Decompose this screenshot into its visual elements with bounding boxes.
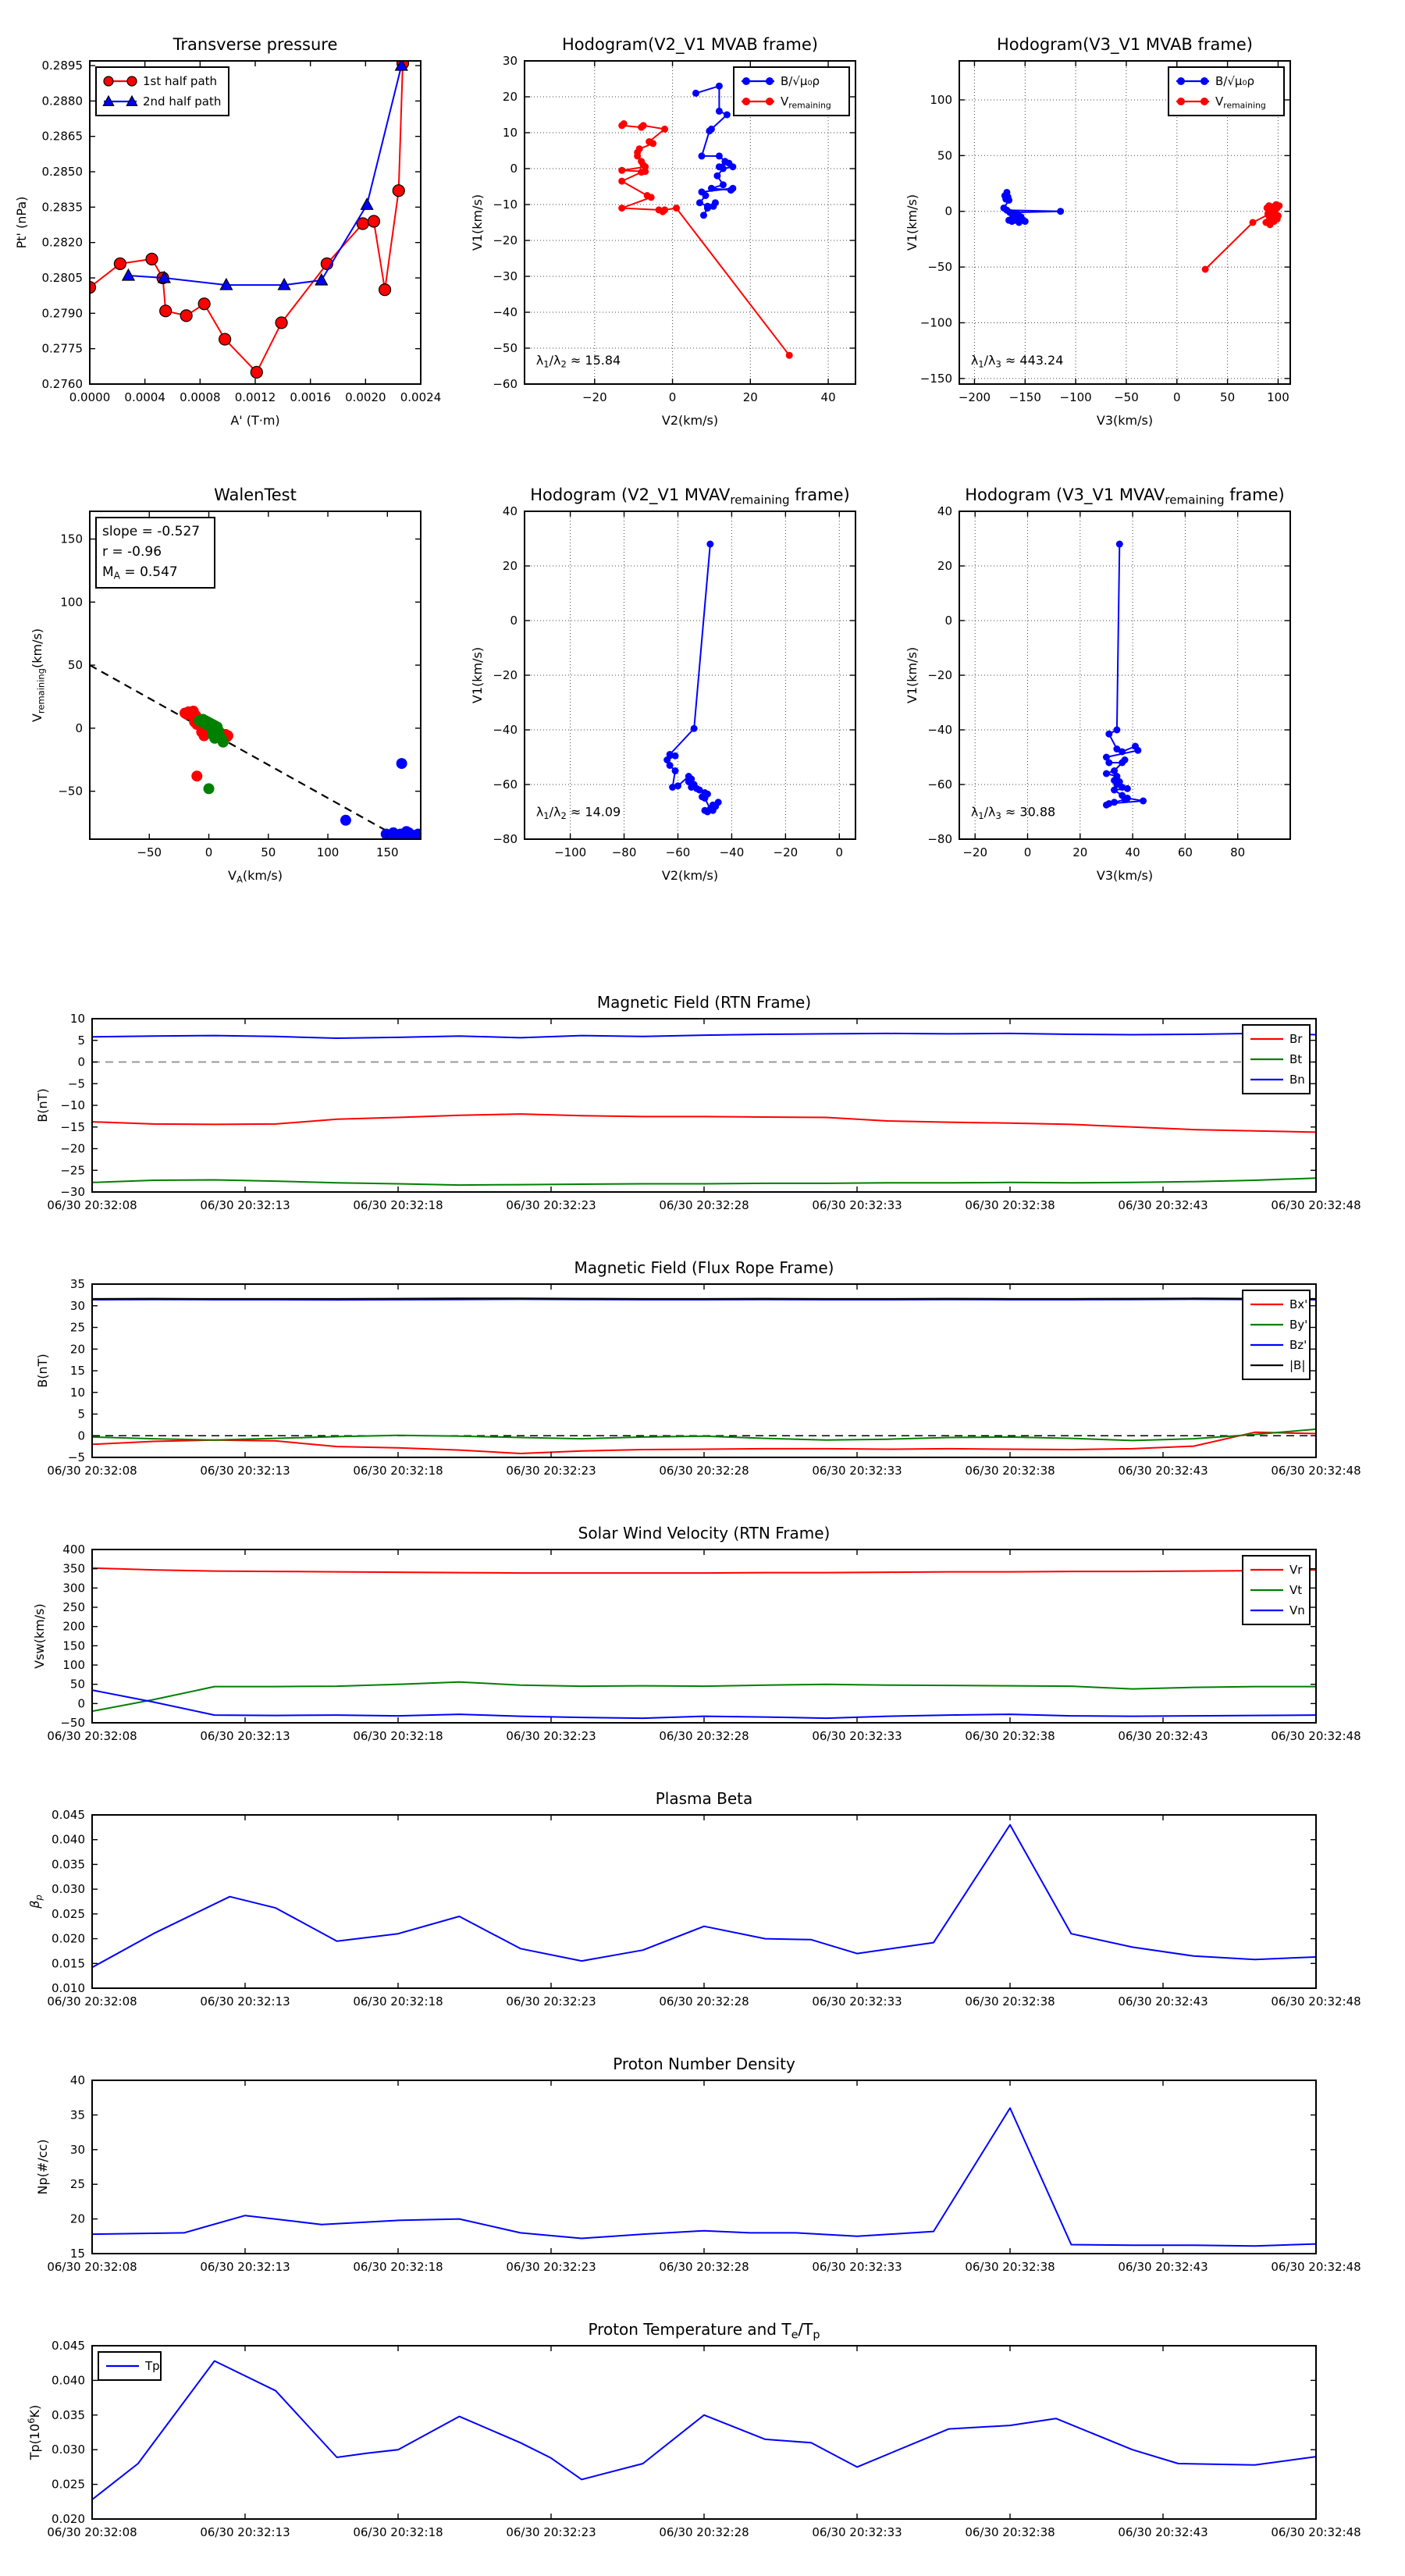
y-tick-label: 5: [77, 1033, 85, 1048]
y-tick-label: 0.2760: [41, 377, 83, 391]
chart-transverse-pressure: [14, 35, 441, 428]
x-tick-label: 50: [261, 845, 276, 859]
y-tick-label: 30: [502, 54, 518, 68]
legend-label: By': [1289, 1318, 1308, 1332]
annotation: $\lambda_1/\lambda_2 \approx 14.09$: [535, 804, 621, 822]
x-tick-label: 06/30 20:32:43: [1118, 1198, 1208, 1212]
y-tick-label: −30: [60, 1185, 85, 1199]
x-tick-label: 06/30 20:32:23: [506, 1994, 596, 2008]
chart-title: Hodogram(V2_V1 MVAB frame): [562, 35, 818, 54]
y-tick-label: 0.020: [52, 2512, 85, 2526]
y-tick-label: 0.020: [52, 1931, 85, 1946]
y-tick-label: 100: [62, 1658, 85, 1672]
axes-frame: [92, 1284, 1316, 1457]
y-tick-label: −150: [919, 371, 952, 386]
x-tick-label: 06/30 20:32:28: [659, 2525, 749, 2539]
series-By': [92, 1429, 1316, 1441]
x-tick-label: 06/30 20:32:43: [1118, 1464, 1208, 1478]
y-axis-label: B(nT): [35, 1354, 50, 1388]
chart-title: Hodogram (V2_V1 $MVAV_{remaining}$ frame): [530, 486, 850, 507]
x-tick-label: 0.0024: [400, 390, 442, 404]
y-tick-label: −60: [493, 777, 518, 792]
y-tick-label: −50: [927, 260, 952, 275]
x-tick-label: 06/30 20:32:23: [506, 2260, 596, 2274]
x-tick-label: −20: [582, 390, 607, 404]
chart-title: WalenTest: [214, 486, 297, 504]
y-tick-label: −20: [60, 1141, 85, 1156]
series-Bt: [92, 1178, 1316, 1185]
x-tick-label: 06/30 20:32:18: [353, 1994, 443, 2008]
x-tick-label: 06/30 20:32:33: [812, 1198, 902, 1212]
series-V_remaining: [1202, 201, 1283, 273]
y-tick-label: −5: [67, 1450, 85, 1464]
y-tick-label: 150: [62, 1638, 85, 1653]
x-tick-label: −100: [1059, 390, 1092, 404]
series-Bn: [92, 1034, 1316, 1038]
y-axis-label: Np(#/cc): [35, 2139, 50, 2195]
x-tick-label: 0.0012: [234, 390, 276, 404]
x-tick-label: 0.0004: [124, 390, 165, 404]
y-tick-label: 0.040: [52, 1832, 85, 1847]
axes-frame: [92, 1550, 1316, 1723]
y-axis-label: Pt' (nPa): [14, 196, 29, 249]
axes-frame: [92, 1815, 1316, 1988]
chart-hodogram-v3v1-mvab: [905, 35, 1290, 428]
legend: [96, 67, 229, 116]
legend-label: 1st half path: [143, 74, 218, 88]
legend-label: Bn: [1289, 1073, 1305, 1087]
y-tick-label: 10: [69, 1385, 85, 1400]
y-tick-label: 0: [77, 1696, 85, 1711]
y-tick-label: 0.030: [52, 1882, 85, 1897]
chart-title: Hodogram(V3_V1 MVAB frame): [997, 35, 1253, 54]
y-axis-label: V1(km/s): [905, 646, 919, 704]
chart-hodogram-v2v1-mvav: [470, 486, 855, 883]
y-tick-label: 0.025: [52, 2477, 85, 2492]
plot-area: [663, 541, 721, 816]
x-tick-label: 06/30 20:32:08: [47, 1464, 137, 1478]
y-tick-label: 0.015: [52, 1956, 85, 1971]
y-tick-label: 0.2895: [41, 59, 83, 73]
x-tick-label: 06/30 20:32:23: [506, 1464, 596, 1478]
x-tick-label: 06/30 20:32:43: [1118, 1994, 1208, 2008]
y-tick-label: −40: [927, 723, 952, 737]
y-tick-label: −20: [493, 668, 518, 682]
series-walen-blue: [340, 758, 426, 845]
series-beta-p: [92, 1825, 1316, 1968]
legend: [1168, 67, 1284, 116]
legend: [98, 2352, 161, 2380]
axes-frame: [92, 2080, 1316, 2254]
x-tick-label: −60: [665, 845, 691, 859]
x-tick-label: 100: [1267, 390, 1289, 404]
x-tick-label: 06/30 20:32:08: [47, 1729, 137, 1743]
series-Vr: [92, 1568, 1316, 1573]
x-tick-label: 06/30 20:32:43: [1118, 1729, 1208, 1743]
legend-label: Bt: [1289, 1052, 1303, 1066]
x-tick-label: 06/30 20:32:43: [1118, 2525, 1208, 2539]
x-tick-label: 06/30 20:32:38: [965, 1994, 1055, 2008]
y-tick-label: 0.2790: [41, 306, 83, 321]
x-tick-label: 0: [835, 845, 844, 859]
x-tick-label: 0: [1173, 390, 1181, 404]
y-tick-label: −100: [919, 315, 952, 330]
y-tick-label: 100: [930, 92, 952, 107]
x-tick-label: 06/30 20:32:23: [506, 1729, 596, 1743]
y-tick-label: 0.2775: [41, 341, 83, 356]
legend-label: Vn: [1289, 1603, 1305, 1617]
plot-area: [618, 83, 792, 359]
y-tick-label: 15: [69, 2247, 85, 2261]
chart-proton-number-density: [35, 2055, 1361, 2274]
x-tick-label: 60: [1177, 845, 1193, 859]
legend-label: B/√μ₀ρ: [1215, 74, 1254, 88]
series-Vn: [92, 1690, 1316, 1718]
chart-title: Solar Wind Velocity (RTN Frame): [578, 1524, 831, 1542]
x-tick-label: 06/30 20:32:43: [1118, 2260, 1208, 2274]
plot-area: [1001, 189, 1283, 273]
x-tick-label: −200: [958, 390, 991, 404]
y-tick-label: 0: [75, 720, 83, 735]
x-tick-label: 0: [205, 845, 213, 859]
y-axis-label: $\beta_p$: [27, 1895, 44, 1909]
y-tick-label: 0.035: [52, 1857, 85, 1872]
x-tick-label: 06/30 20:32:13: [200, 2260, 290, 2274]
y-tick-label: 250: [62, 1600, 85, 1614]
annotation: $\lambda_1/\lambda_3 \approx 443.24$: [970, 353, 1064, 370]
plot-area: [92, 1298, 1316, 1453]
x-tick-label: 06/30 20:32:13: [200, 2525, 290, 2539]
plot-area: [92, 2361, 1316, 2500]
x-tick-label: 06/30 20:32:28: [659, 1994, 749, 2008]
x-tick-label: 40: [1125, 845, 1140, 859]
chart-title: Plasma Beta: [655, 1789, 753, 1808]
y-tick-label: −10: [493, 197, 518, 212]
y-tick-label: −20: [927, 668, 952, 682]
y-axis-label: $V_{remaining}(km/s)$: [30, 628, 47, 723]
y-tick-label: 0.045: [52, 1808, 85, 1822]
series-walen-green: [194, 714, 229, 795]
legend-label: Br: [1289, 1032, 1303, 1046]
y-tick-label: 20: [69, 1342, 85, 1357]
x-tick-label: −80: [611, 845, 637, 859]
y-tick-label: −60: [927, 777, 952, 792]
legend: [1243, 1290, 1310, 1379]
legend-label: Bz': [1289, 1338, 1307, 1352]
y-tick-label: 40: [937, 504, 952, 518]
chart-title: Transverse pressure: [173, 35, 338, 54]
chart-title: Magnetic Field (Flux Rope Frame): [574, 1258, 834, 1277]
x-tick-label: 06/30 20:32:28: [659, 2260, 749, 2274]
x-tick-label: 06/30 20:32:13: [200, 1464, 290, 1478]
x-tick-label: 06/30 20:32:48: [1271, 1464, 1361, 1478]
x-tick-label: −20: [962, 845, 988, 859]
y-tick-label: 0.2850: [41, 165, 83, 180]
y-tick-label: 0: [944, 204, 952, 219]
series-Tp: [92, 2361, 1316, 2500]
y-tick-label: 0.040: [52, 2373, 85, 2388]
x-tick-label: 0.0008: [180, 390, 221, 404]
x-tick-label: 06/30 20:32:28: [659, 1729, 749, 1743]
y-tick-label: −80: [493, 832, 518, 846]
legend-label: Bx': [1289, 1297, 1308, 1311]
y-tick-label: 0: [510, 614, 518, 628]
x-tick-label: 06/30 20:32:48: [1271, 1729, 1361, 1743]
annotation: $\lambda_1/\lambda_2 \approx 15.84$: [535, 353, 621, 370]
legend-label: Vr: [1289, 1563, 1303, 1577]
plot-area: [1103, 541, 1147, 809]
legend: [1243, 1025, 1310, 1094]
y-tick-label: 35: [69, 1277, 85, 1291]
y-axis-label: B(nT): [35, 1088, 50, 1123]
chart-hodogram-v3v1-mvav: [905, 486, 1290, 883]
x-tick-label: 06/30 20:32:13: [200, 1198, 290, 1212]
series-Br: [92, 1114, 1316, 1132]
y-tick-label: −25: [60, 1163, 85, 1178]
y-tick-label: 0.035: [52, 2407, 85, 2422]
x-tick-label: 06/30 20:32:23: [506, 1198, 596, 1212]
y-tick-label: 0: [510, 162, 518, 176]
y-tick-label: −80: [927, 832, 952, 846]
x-axis-label: A' (T·m): [230, 413, 280, 428]
y-tick-label: 20: [69, 2211, 85, 2226]
y-tick-label: 30: [69, 2142, 85, 2157]
x-tick-label: 06/30 20:32:38: [965, 2260, 1055, 2274]
x-axis-label: V2(km/s): [661, 868, 719, 883]
y-tick-label: 0.030: [52, 2443, 85, 2457]
x-tick-label: 06/30 20:32:08: [47, 2525, 137, 2539]
y-tick-label: 400: [62, 1542, 85, 1557]
y-tick-label: 0.2805: [41, 271, 83, 286]
y-tick-label: −10: [60, 1098, 85, 1112]
x-tick-label: −40: [719, 845, 745, 859]
legend-label: $V_{remaining}$: [781, 94, 831, 111]
y-tick-label: −40: [493, 723, 518, 737]
series-B/√μ₀ρ: [1001, 189, 1065, 226]
legend-label: Tp: [145, 2359, 160, 2373]
y-tick-label: 25: [69, 2177, 85, 2192]
series-Np: [92, 2108, 1316, 2247]
legend-label: B/√μ₀ρ: [781, 74, 820, 88]
x-tick-label: 40: [820, 390, 836, 404]
plot-area: [92, 2108, 1316, 2247]
x-axis-label: V2(km/s): [661, 413, 719, 428]
series-B/√μ₀ρ: [663, 541, 721, 816]
y-tick-label: −50: [493, 341, 518, 355]
info-box: [96, 518, 215, 588]
y-tick-label: 35: [69, 2108, 85, 2122]
series-B/√μ₀ρ: [1103, 541, 1147, 809]
y-tick-label: −15: [60, 1119, 85, 1134]
x-tick-label: 20: [742, 390, 758, 404]
x-tick-label: 06/30 20:32:08: [47, 1994, 137, 2008]
x-tick-label: 0.0000: [69, 390, 111, 404]
legend-label: 2nd half path: [143, 94, 222, 109]
y-tick-label: 0: [77, 1429, 85, 1443]
y-tick-label: 20: [937, 559, 952, 573]
y-tick-label: −60: [493, 377, 518, 391]
x-tick-label: 0.0016: [290, 390, 331, 404]
y-tick-label: 100: [60, 595, 83, 610]
x-tick-label: 06/30 20:32:48: [1271, 1994, 1361, 2008]
x-tick-label: 06/30 20:32:13: [200, 1994, 290, 2008]
x-tick-label: 0: [1023, 845, 1032, 859]
info-line: $M_A = 0.547$: [102, 564, 178, 582]
y-axis-label: Vsw(km/s): [32, 1603, 47, 1669]
x-tick-label: 100: [316, 845, 340, 859]
y-tick-label: 40: [69, 2073, 85, 2087]
y-tick-label: 150: [60, 532, 83, 546]
y-tick-label: 350: [62, 1561, 85, 1576]
y-tick-label: −40: [493, 305, 518, 319]
y-tick-label: 0.2865: [41, 129, 83, 144]
x-tick-label: 06/30 20:32:33: [812, 1464, 902, 1478]
x-tick-label: 06/30 20:32:28: [659, 1198, 749, 1212]
legend-label: |B|: [1289, 1358, 1306, 1372]
chart-proton-temperature: [26, 2320, 1361, 2539]
x-tick-label: 06/30 20:32:38: [965, 1729, 1055, 1743]
x-tick-label: 06/30 20:32:38: [965, 2525, 1055, 2539]
annotation: $\lambda_1/\lambda_3 \approx 30.88$: [970, 804, 1056, 822]
series-Vt: [92, 1682, 1316, 1712]
x-tick-label: 06/30 20:32:38: [965, 1464, 1055, 1478]
x-tick-label: 150: [375, 845, 399, 859]
y-tick-label: 0.2835: [41, 200, 83, 215]
info-line: slope = -0.527: [102, 524, 201, 539]
y-tick-label: 5: [77, 1407, 85, 1421]
x-tick-label: 06/30 20:32:18: [353, 2525, 443, 2539]
chart-solar-wind-velocity: [32, 1524, 1361, 1743]
y-tick-label: 0.2880: [41, 94, 83, 109]
legend-label: $V_{remaining}$: [1215, 94, 1266, 111]
chart-walen-test: [30, 486, 426, 885]
x-tick-label: 06/30 20:32:13: [200, 1729, 290, 1743]
y-tick-label: 50: [937, 148, 952, 163]
chart-title: Proton Number Density: [613, 2055, 795, 2073]
x-tick-label: 06/30 20:32:33: [812, 1729, 902, 1743]
legend: [734, 67, 849, 116]
y-tick-label: 0.045: [52, 2339, 85, 2353]
x-axis-label: V3(km/s): [1096, 413, 1154, 428]
x-tick-label: 20: [1072, 845, 1088, 859]
x-tick-label: 06/30 20:32:33: [812, 2525, 902, 2539]
plot-area: [90, 665, 426, 850]
x-tick-label: 06/30 20:32:08: [47, 2260, 137, 2274]
x-tick-label: −50: [1114, 390, 1139, 404]
x-tick-label: 06/30 20:32:23: [506, 2525, 596, 2539]
y-axis-label: V1(km/s): [470, 194, 485, 251]
x-tick-label: 06/30 20:32:48: [1271, 1198, 1361, 1212]
x-tick-label: 06/30 20:32:28: [659, 1464, 749, 1478]
y-tick-label: 0.010: [52, 1981, 85, 1995]
y-tick-label: 30: [69, 1298, 85, 1313]
legend-label: Vt: [1289, 1583, 1303, 1597]
x-tick-label: 06/30 20:32:48: [1271, 2260, 1361, 2274]
x-tick-label: 0: [668, 390, 677, 404]
legend: [1243, 1556, 1310, 1624]
series-|B|: [92, 1298, 1316, 1299]
chart-plasma-beta: [27, 1789, 1361, 2008]
y-tick-label: 10: [502, 126, 518, 140]
y-tick-label: 10: [69, 1012, 85, 1026]
info-line: r = -0.96: [102, 544, 162, 560]
y-tick-label: 300: [62, 1581, 85, 1596]
y-tick-label: 40: [502, 504, 518, 518]
y-tick-label: −50: [58, 784, 83, 799]
y-axis-label: V1(km/s): [470, 646, 485, 704]
x-axis-label: $V_A(km/s)$: [228, 868, 283, 885]
x-tick-label: 80: [1230, 845, 1246, 859]
x-tick-label: 06/30 20:32:18: [353, 1729, 443, 1743]
x-tick-label: −20: [773, 845, 799, 859]
x-axis-label: V3(km/s): [1096, 868, 1154, 883]
y-tick-label: −20: [493, 233, 518, 247]
x-tick-label: 06/30 20:32:18: [353, 1464, 443, 1478]
x-tick-label: 06/30 20:32:18: [353, 2260, 443, 2274]
y-tick-label: −50: [60, 1716, 85, 1730]
x-tick-label: 06/30 20:32:33: [812, 2260, 902, 2274]
y-tick-label: 0.2820: [41, 235, 83, 250]
x-tick-label: 06/30 20:32:08: [47, 1198, 137, 1212]
x-tick-label: −100: [554, 845, 587, 859]
y-tick-label: −5: [67, 1076, 85, 1091]
y-tick-label: 200: [62, 1619, 85, 1634]
plot-area: [92, 1034, 1316, 1185]
chart-magnetic-field-flux-rope: [35, 1258, 1361, 1478]
x-tick-label: 06/30 20:32:18: [353, 1198, 443, 1212]
y-tick-label: 20: [502, 559, 518, 573]
series-B/√μ₀ρ: [692, 83, 736, 219]
y-tick-label: −30: [493, 269, 518, 283]
y-tick-label: 50: [69, 1677, 85, 1692]
x-tick-label: 06/30 20:32:33: [812, 1994, 902, 2008]
y-tick-label: 0: [77, 1055, 85, 1069]
x-tick-label: −150: [1008, 390, 1041, 404]
chart-title: Magnetic Field (RTN Frame): [596, 993, 812, 1012]
axes-frame: [92, 2346, 1316, 2519]
y-tick-label: 25: [69, 1320, 85, 1335]
y-axis-label: V1(km/s): [905, 194, 919, 251]
x-tick-label: 06/30 20:32:48: [1271, 2525, 1361, 2539]
chart-magnetic-field-rtn: [35, 993, 1361, 1212]
y-tick-label: 0.025: [52, 1906, 85, 1921]
y-tick-label: 20: [502, 90, 518, 104]
chart-hodogram-v2v1-mvab: [470, 35, 855, 428]
y-tick-label: 50: [67, 658, 83, 673]
x-tick-label: −50: [137, 845, 162, 859]
chart-title: Hodogram (V3_V1 $MVAV_{remaining}$ frame): [965, 486, 1285, 507]
x-tick-label: 0.0020: [345, 390, 386, 404]
plot-area: [92, 1825, 1316, 1968]
plot-area: [92, 1568, 1316, 1718]
y-tick-label: 15: [69, 1364, 85, 1378]
y-axis-label: $Tp(10^6K)$: [25, 2404, 42, 2460]
x-tick-label: 06/30 20:32:38: [965, 1198, 1055, 1212]
chart-title: Proton Temperature and $T_e/T_p$: [588, 2320, 820, 2342]
x-tick-label: 50: [1220, 390, 1236, 404]
y-tick-label: 0: [944, 614, 952, 628]
axes-frame: [92, 1019, 1316, 1192]
